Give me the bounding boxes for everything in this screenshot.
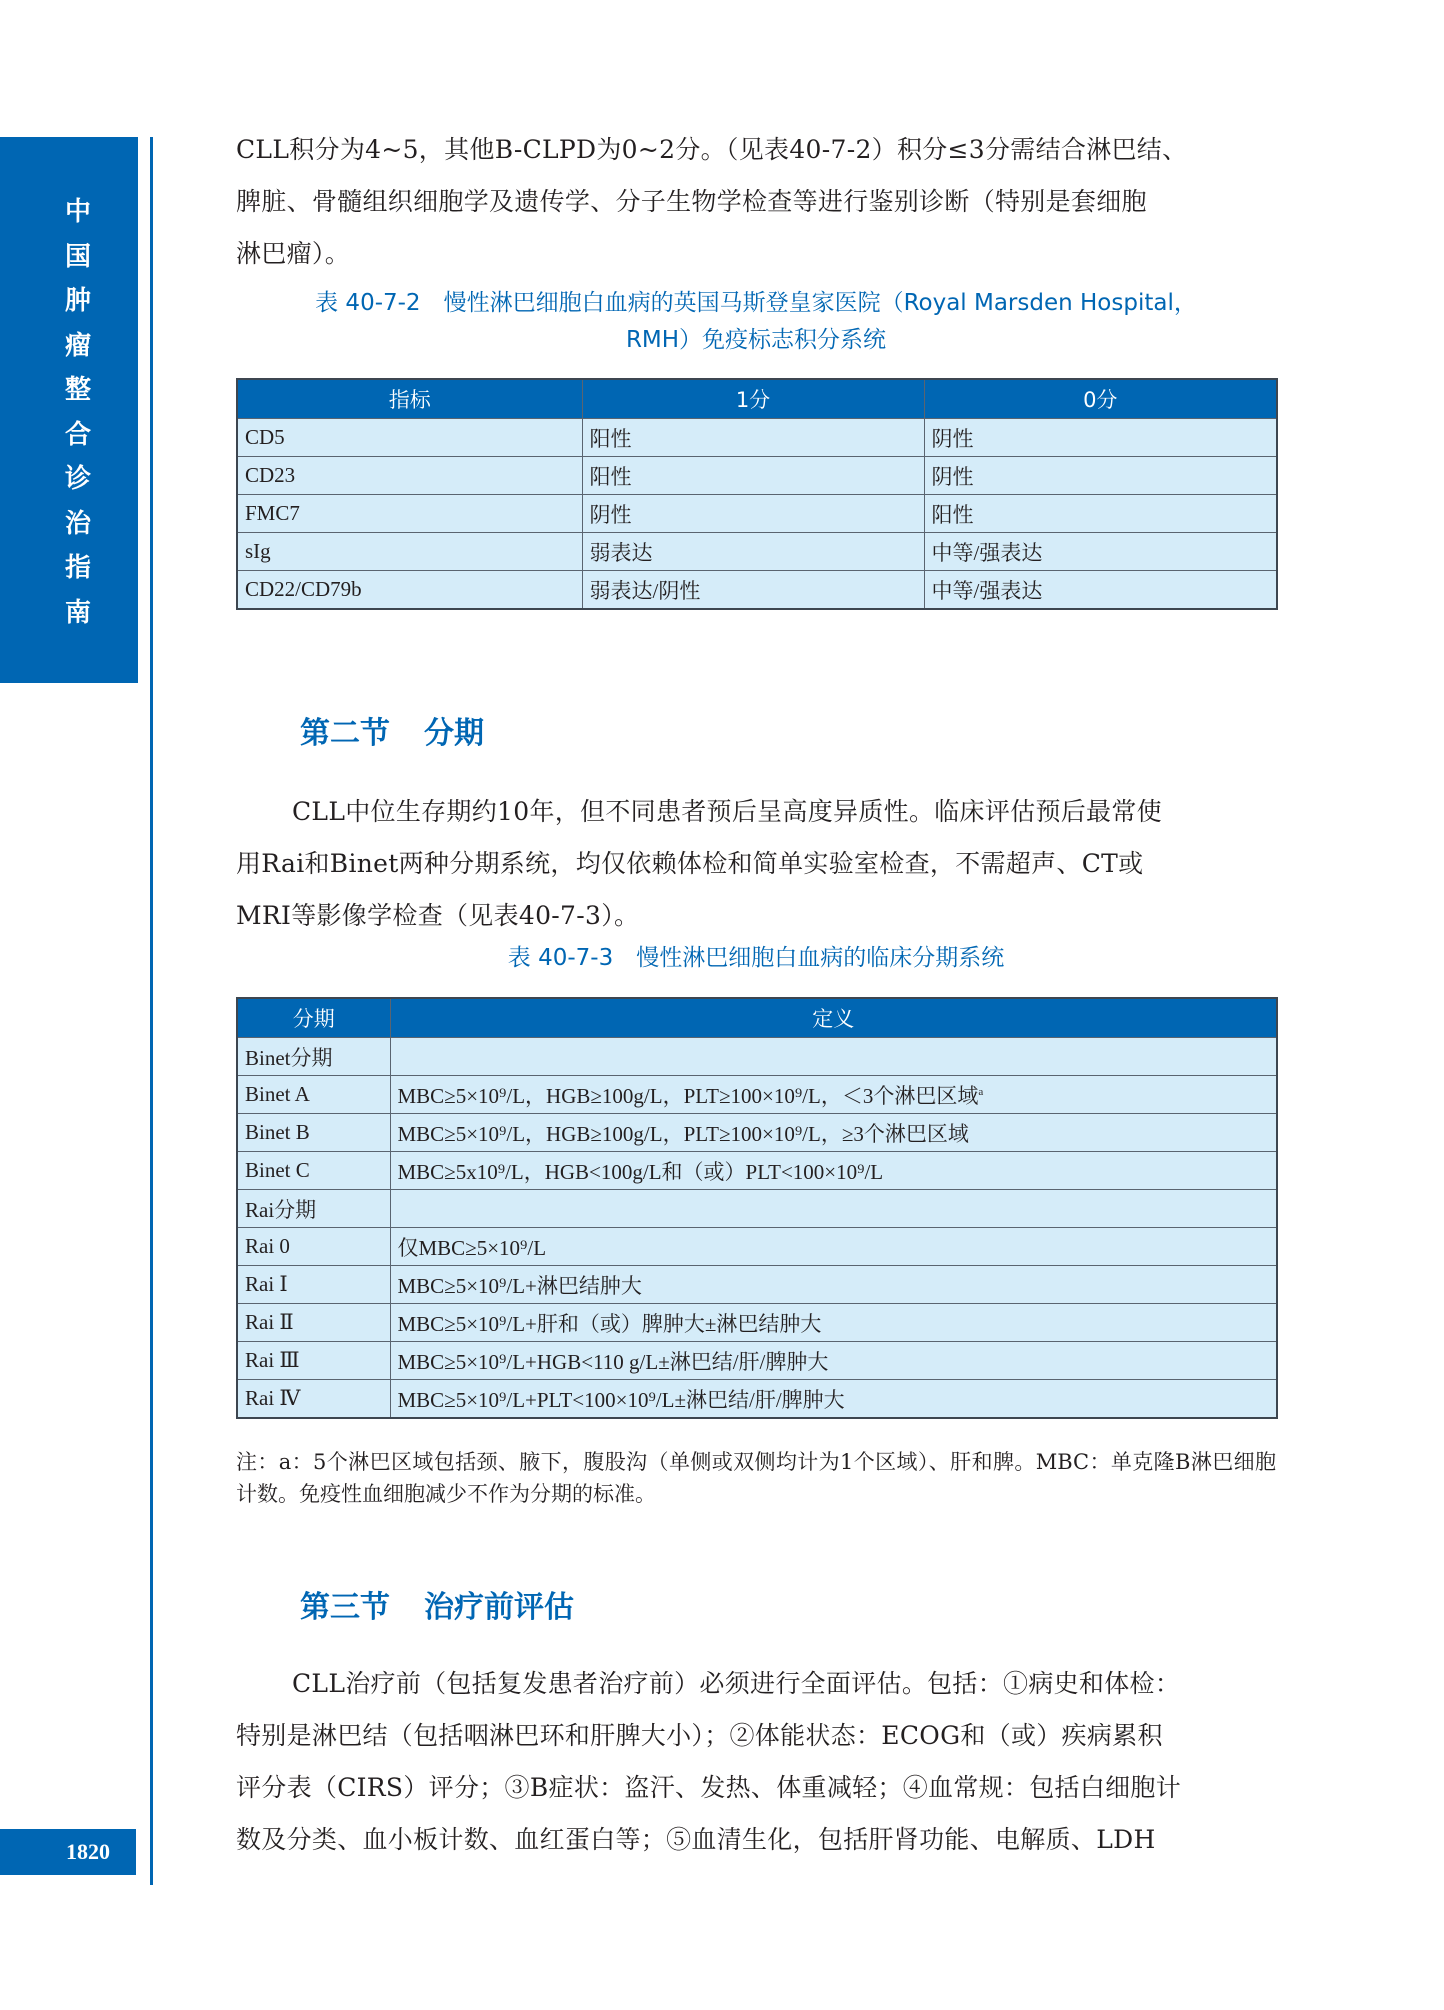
table-row [237, 1304, 1277, 1342]
cell-definition [390, 1038, 1277, 1076]
table-row [237, 1190, 1277, 1228]
text-line: CLL中位生存期约10年，但不同患者预后呈高度异质性。临床评估预后最常使 [292, 797, 1162, 826]
cell-stage: Rai Ⅱ [237, 1304, 390, 1342]
definition-text: 仅MBC≥5×10⁹/L [397, 1235, 547, 1260]
section-number: 第三节 [300, 1590, 390, 1625]
rmh-score-table [236, 378, 1278, 610]
cell-definition [390, 1342, 1277, 1380]
book-title-char: 肿 [64, 286, 91, 316]
cell-score-0: 中等/强表达 [924, 571, 1277, 610]
cell-score-1: 弱表达 [582, 533, 924, 571]
section-title: 分期 [424, 716, 484, 751]
cell-stage: Rai分期 [237, 1190, 390, 1228]
book-title-char: 诊 [64, 464, 91, 494]
cell-score-0: 阴性 [924, 419, 1277, 457]
cell-definition [390, 1380, 1277, 1419]
cell-marker: CD23 [237, 457, 582, 495]
book-title-char: 国 [64, 241, 91, 272]
text-line: CLL积分为4~5，其他B-CLPD为0~2分。（见表40-7-2）积分≤3分需结合淋巴结、 [236, 135, 1188, 164]
page-number: 1820 [66, 1839, 110, 1864]
book-title-char: 中 [64, 197, 91, 227]
book-title-char: 整 [64, 375, 91, 405]
table-row [237, 1342, 1277, 1380]
caption-line: 表 40-7-2 慢性淋巴细胞白血病的英国马斯登皇家医院（Royal Marsden Hospital， [315, 290, 1197, 316]
cell-score-0: 阴性 [924, 457, 1277, 495]
pretreatment-paragraph [236, 1658, 1276, 1866]
table-header-row [237, 379, 1277, 419]
cell-marker: CD22/CD79b [237, 571, 582, 610]
column-header: 1分 [582, 379, 924, 419]
section-title: 治疗前评估 [424, 1590, 574, 1625]
text-line: CLL治疗前（包括复发患者治疗前）必须进行全面评估。包括：①病史和体检： [292, 1669, 1181, 1698]
text-line: MRI等影像学检查（见表40-7-3）。 [236, 901, 640, 930]
cell-stage: Rai Ⅲ [237, 1342, 390, 1380]
cell-definition [390, 1266, 1277, 1304]
book-title-char: 瘤 [64, 330, 91, 361]
section-heading-pretreatment [300, 1582, 574, 1626]
cell-score-1: 阳性 [582, 419, 924, 457]
cell-definition [390, 1228, 1277, 1266]
cell-score-1: 阴性 [582, 495, 924, 533]
section-number: 第二节 [300, 716, 390, 751]
definition-text: MBC≥5×10⁹/L，HGB≥100g/L，PLT≥100×10⁹/L，≥3个淋巴区域 [397, 1121, 969, 1146]
table-row [237, 571, 1277, 610]
caption-line: 表 40-7-3 慢性淋巴细胞白血病的临床分期系统 [507, 945, 1005, 971]
cell-score-0: 中等/强表达 [924, 533, 1277, 571]
definition-text: MBC≥5×10⁹/L+PLT<100×10⁹/L±淋巴结/肝/脾肿大 [397, 1387, 845, 1412]
text-line: 淋巴瘤）。 [236, 239, 351, 268]
cell-stage: Rai Ⅰ [237, 1266, 390, 1304]
definition-text: MBC≥5×10⁹/L+HGB<110 g/L±淋巴结/肝/脾肿大 [397, 1349, 829, 1374]
cell-definition [390, 1076, 1277, 1114]
cell-marker: FMC7 [237, 495, 582, 533]
column-header: 指标 [237, 379, 582, 419]
book-title-char: 指 [64, 553, 91, 583]
caption-line: RMH）免疫标志积分系统 [625, 327, 887, 353]
cell-stage: Rai 0 [237, 1228, 390, 1266]
table-row [237, 495, 1277, 533]
table-caption-40-7-3 [236, 940, 1276, 977]
definition-text: MBC≥5×10⁹/L+淋巴结肿大 [397, 1273, 642, 1298]
table-row [237, 1266, 1277, 1304]
book-title-char: 南 [64, 597, 91, 628]
column-header: 定义 [390, 998, 1277, 1038]
table-row [237, 1114, 1277, 1152]
cell-definition [390, 1114, 1277, 1152]
column-header: 0分 [924, 379, 1277, 419]
text-line: 特别是淋巴结（包括咽淋巴环和肝脾大小）；②体能状态：ECOG和（或）疾病累积 [236, 1721, 1163, 1750]
table-row [237, 1076, 1277, 1114]
definition-text: MBC≥5x10⁹/L，HGB<100g/L和（或）PLT<100×10⁹/L [397, 1159, 884, 1184]
book-title-char: 治 [64, 508, 91, 539]
text-line: 评分表（CIRS）评分；③B症状：盗汗、发热、体重减轻；④血常规：包括白细胞计 [236, 1773, 1182, 1802]
cell-score-1: 弱表达/阴性 [582, 571, 924, 610]
text-line: 用Rai和Binet两种分期系统，均仅依赖体检和简单实验室检查，不需超声、CT或 [236, 849, 1144, 878]
footnote-marker: a [978, 1085, 984, 1098]
definition-text: MBC≥5×10⁹/L，HGB≥100g/L，PLT≥100×10⁹/L，＜3个淋巴区域 [397, 1083, 979, 1108]
cell-marker: sIg [237, 533, 582, 571]
margin-rule [150, 137, 153, 1885]
cell-definition [390, 1152, 1277, 1190]
cell-stage: Binet分期 [237, 1038, 390, 1076]
table-row [237, 1380, 1277, 1419]
staging-paragraph [236, 786, 1276, 942]
cell-stage: Binet C [237, 1152, 390, 1190]
table-note: 注：a：5个淋巴区域包括颈、腋下，腹股沟（单侧或双侧均计为1个区域）、肝和脾。MBC：单克隆B淋巴细胞计数。免疫性血细胞减少不作为分期的标准。 [236, 1450, 1276, 1506]
cell-stage: Rai Ⅳ [237, 1380, 390, 1419]
cell-definition [390, 1304, 1277, 1342]
text-line: 数及分类、血小板计数、血红蛋白等；⑤血清生化，包括肝肾功能、电解质、LDH [236, 1825, 1156, 1854]
cell-stage: Binet B [237, 1114, 390, 1152]
text-line: 脾脏、骨髓组织细胞学及遗传学、分子生物学检查等进行鉴别诊断（特别是套细胞 [236, 187, 1147, 216]
cell-definition [390, 1190, 1277, 1228]
intro-paragraph [236, 124, 1276, 280]
table-row [237, 1038, 1277, 1076]
definition-text: MBC≥5×10⁹/L+肝和（或）脾肿大±淋巴结肿大 [397, 1311, 822, 1336]
cell-score-0: 阳性 [924, 495, 1277, 533]
book-title-vertical [58, 190, 98, 635]
table-row [237, 533, 1277, 571]
book-title-char: 合 [64, 419, 91, 450]
cell-marker: CD5 [237, 419, 582, 457]
section-heading-staging [300, 708, 484, 752]
cell-score-1: 阳性 [582, 457, 924, 495]
clinical-staging-table [236, 997, 1278, 1419]
table-row [237, 1152, 1277, 1190]
table-row [237, 457, 1277, 495]
table-caption-40-7-2 [236, 285, 1276, 359]
table-row [237, 1228, 1277, 1266]
cell-stage: Binet A [237, 1076, 390, 1114]
table-header-row [237, 998, 1277, 1038]
table-row [237, 419, 1277, 457]
column-header: 分期 [237, 998, 390, 1038]
